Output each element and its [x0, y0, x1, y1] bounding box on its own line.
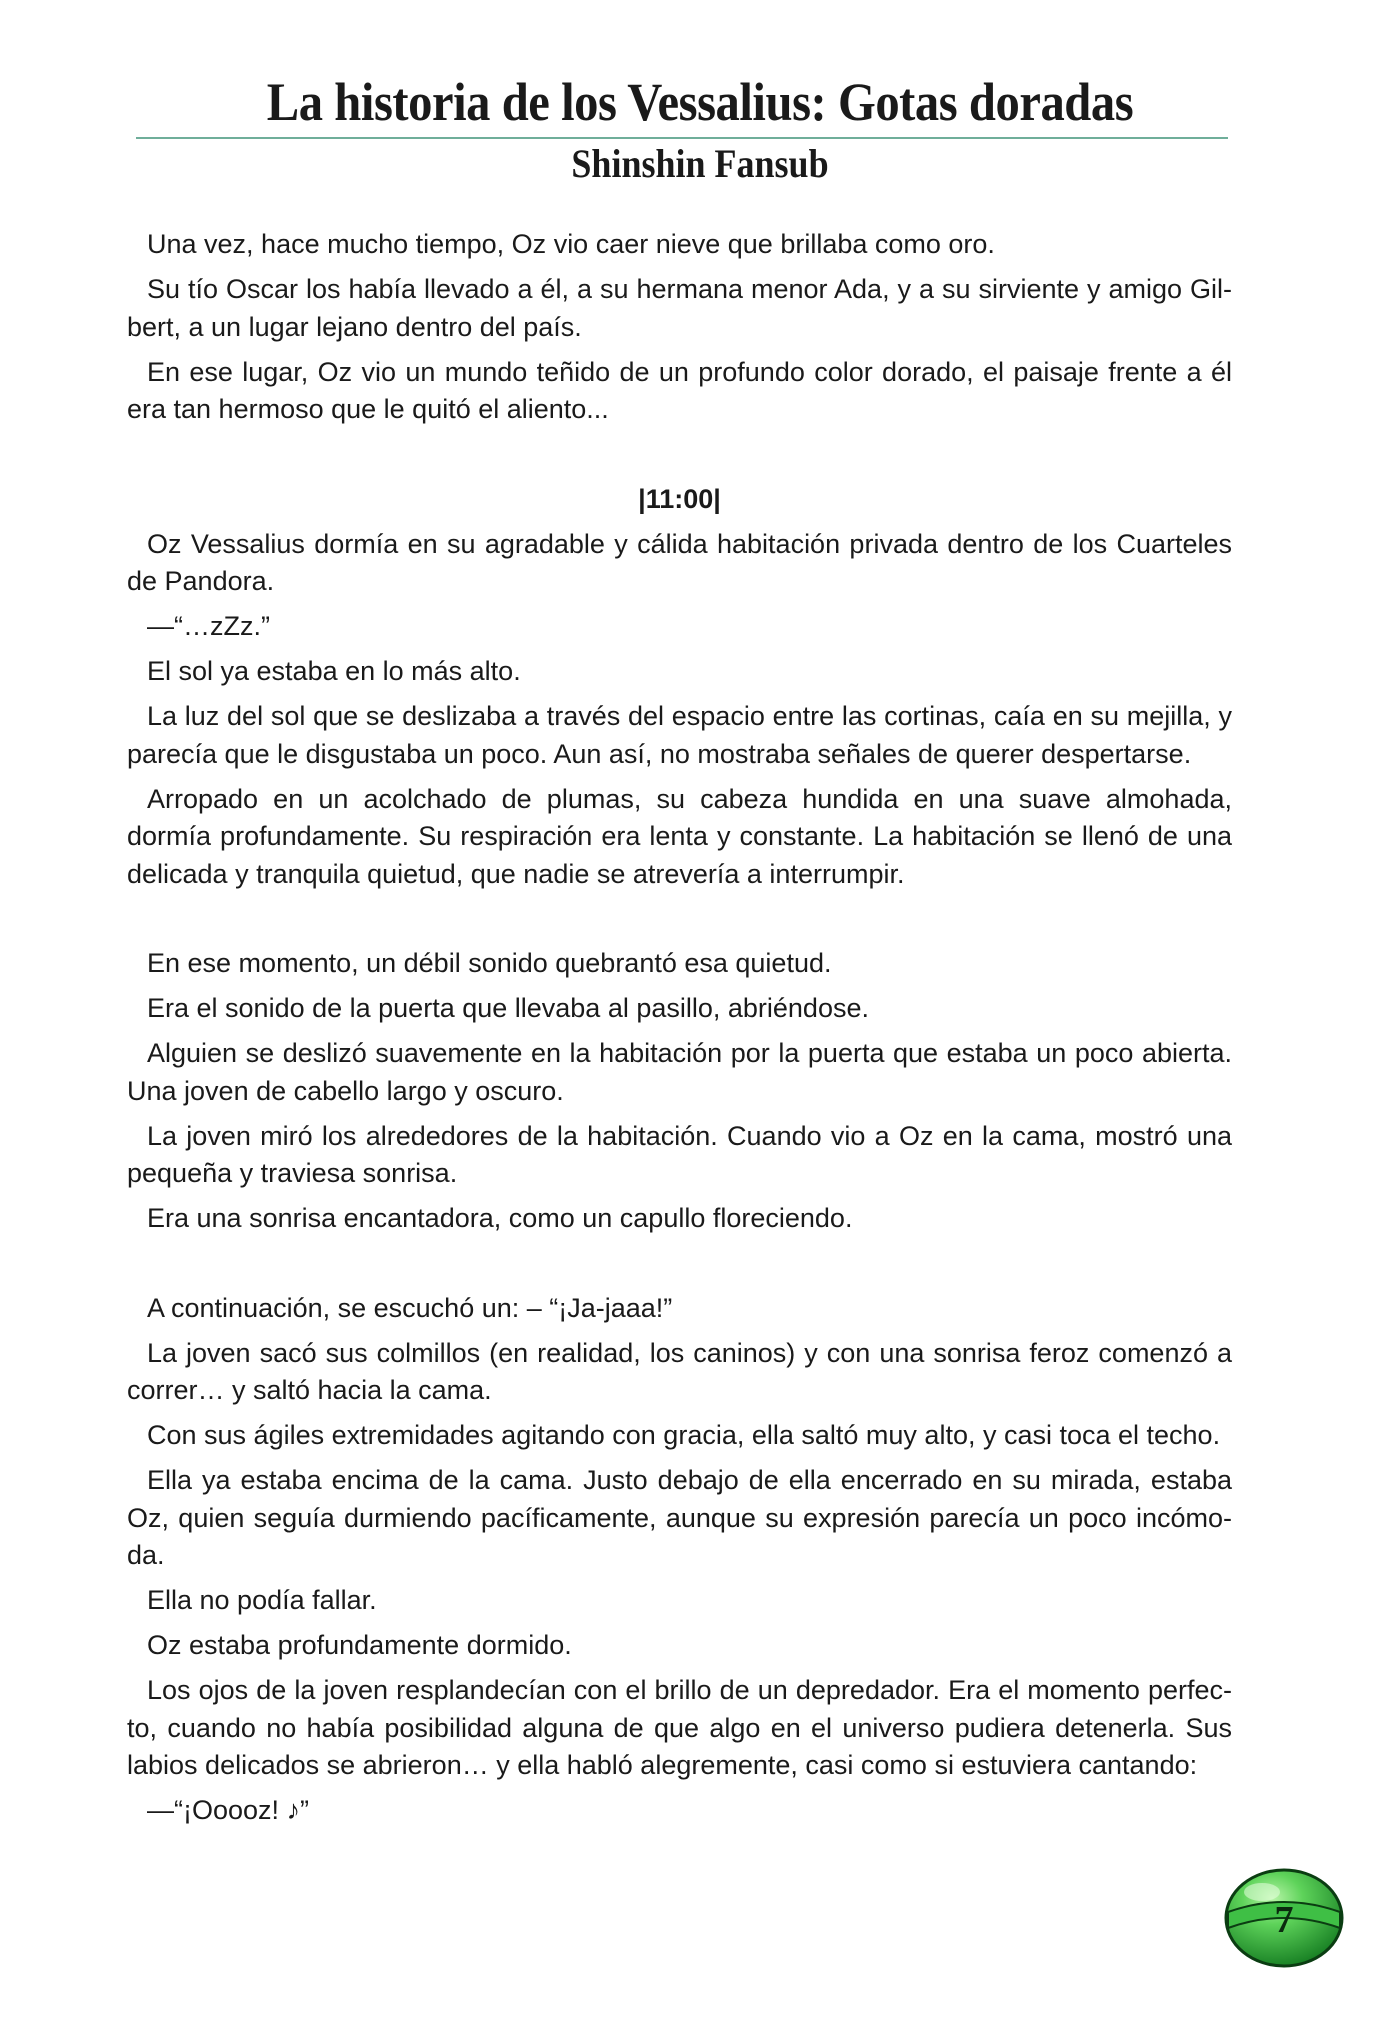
paragraph: Oz Vessalius dormía en su agradable y cálida habitación privada dentro de los Cuarteles de Pandora. [127, 528, 1232, 596]
body-text [127, 226, 1232, 1837]
paragraph: En ese lugar, Oz vio un mundo teñido de un profundo color dorado, el paisaje frente a él era tan hermoso que le quitó el aliento... [127, 356, 1232, 424]
paragraph: Con sus ágiles extremidades agitando con gracia, ella saltó muy alto, y casi toca el techo. [147, 1420, 1221, 1450]
paragraph: Era el sonido de la puerta que llevaba al pasillo, abriéndose. [147, 993, 869, 1023]
paragraph: Una vez, hace mucho tiempo, Oz vio caer nieve que brillaba como oro. [147, 229, 995, 259]
paragraph: —“…zZz.” [147, 611, 270, 641]
paragraph: A continuación, se escuchó un: – “¡Ja-jaaa!” [147, 1292, 673, 1323]
paragraph: La joven sacó sus colmillos (en realidad, los caninos) y con una sonrisa feroz comenzó a correr… y saltó hacia la cama. [127, 1337, 1232, 1405]
paragraph: La luz del sol que se deslizaba a través del espacio entre las cortinas, caía en su mejilla, y parecía que le disgustaba un poco. Aun así, no mostraba señales de querer despertarse. [127, 701, 1232, 769]
paragraph: El sol ya estaba en lo más alto. [147, 656, 521, 686]
paragraph: Arropado en un acolchado de plumas, su cabeza hundida en una suave almohada, dormía profundamente. Su respiración era lenta y constante. La habitación se llenó de una delicada y tranquila quietud, que nadie se atrevería a interrumpir. [127, 783, 1232, 889]
page-title: La historia de los Vessalius: Gotas doradas [266, 72, 1134, 132]
paragraph: La joven miró los alrededores de la habitación. Cuando vio a Oz en la cama, mostró una pequeña y traviesa sonrisa. [127, 1120, 1232, 1188]
paragraph: Ella no podía fallar. [147, 1585, 377, 1615]
paragraph: Los ojos de la joven resplandecían con el brillo de un depredador. Era el momento perfecto, cuando no había posibilidad alguna de que algo en el universo pudiera detenerla. Sus labios delicados se abrieron… y ella habló alegremente, casi como si estuviera cantando: [127, 1675, 1232, 1780]
paragraph: Ella ya estaba encima de la cama. Justo debajo de ella encerrado en su mirada, estaba Oz, quien seguía durmiendo pacíficamente, aunque su expresión parecía un poco incómoda. [127, 1465, 1232, 1570]
header [0, 68, 1400, 136]
page-number: 7 [1274, 1899, 1294, 1941]
paragraph: En ese momento, un débil sonido quebrantó esa quietud. [147, 948, 832, 978]
time-heading: |11:00| [638, 483, 721, 514]
paragraph: Era una sonrisa encantadora, como un capullo floreciendo. [147, 1203, 853, 1233]
page-number-badge [1222, 1862, 1346, 1970]
paragraph: Alguien se deslizó suavemente en la habitación por la puerta que estaba un poco abierta. Una joven de cabello largo y oscuro. [127, 1038, 1232, 1106]
paragraph: Su tío Oscar los había llevado a él, a su hermana menor Ada, y a su sirviente y amigo Gilbert, a un lugar lejano dentro del país. [127, 274, 1232, 342]
paragraph: —“¡Ooooz! ♪” [147, 1795, 310, 1825]
paragraph: Oz estaba profundamente dormido. [147, 1630, 572, 1660]
page-subtitle: Shinshin Fansub [571, 141, 829, 186]
